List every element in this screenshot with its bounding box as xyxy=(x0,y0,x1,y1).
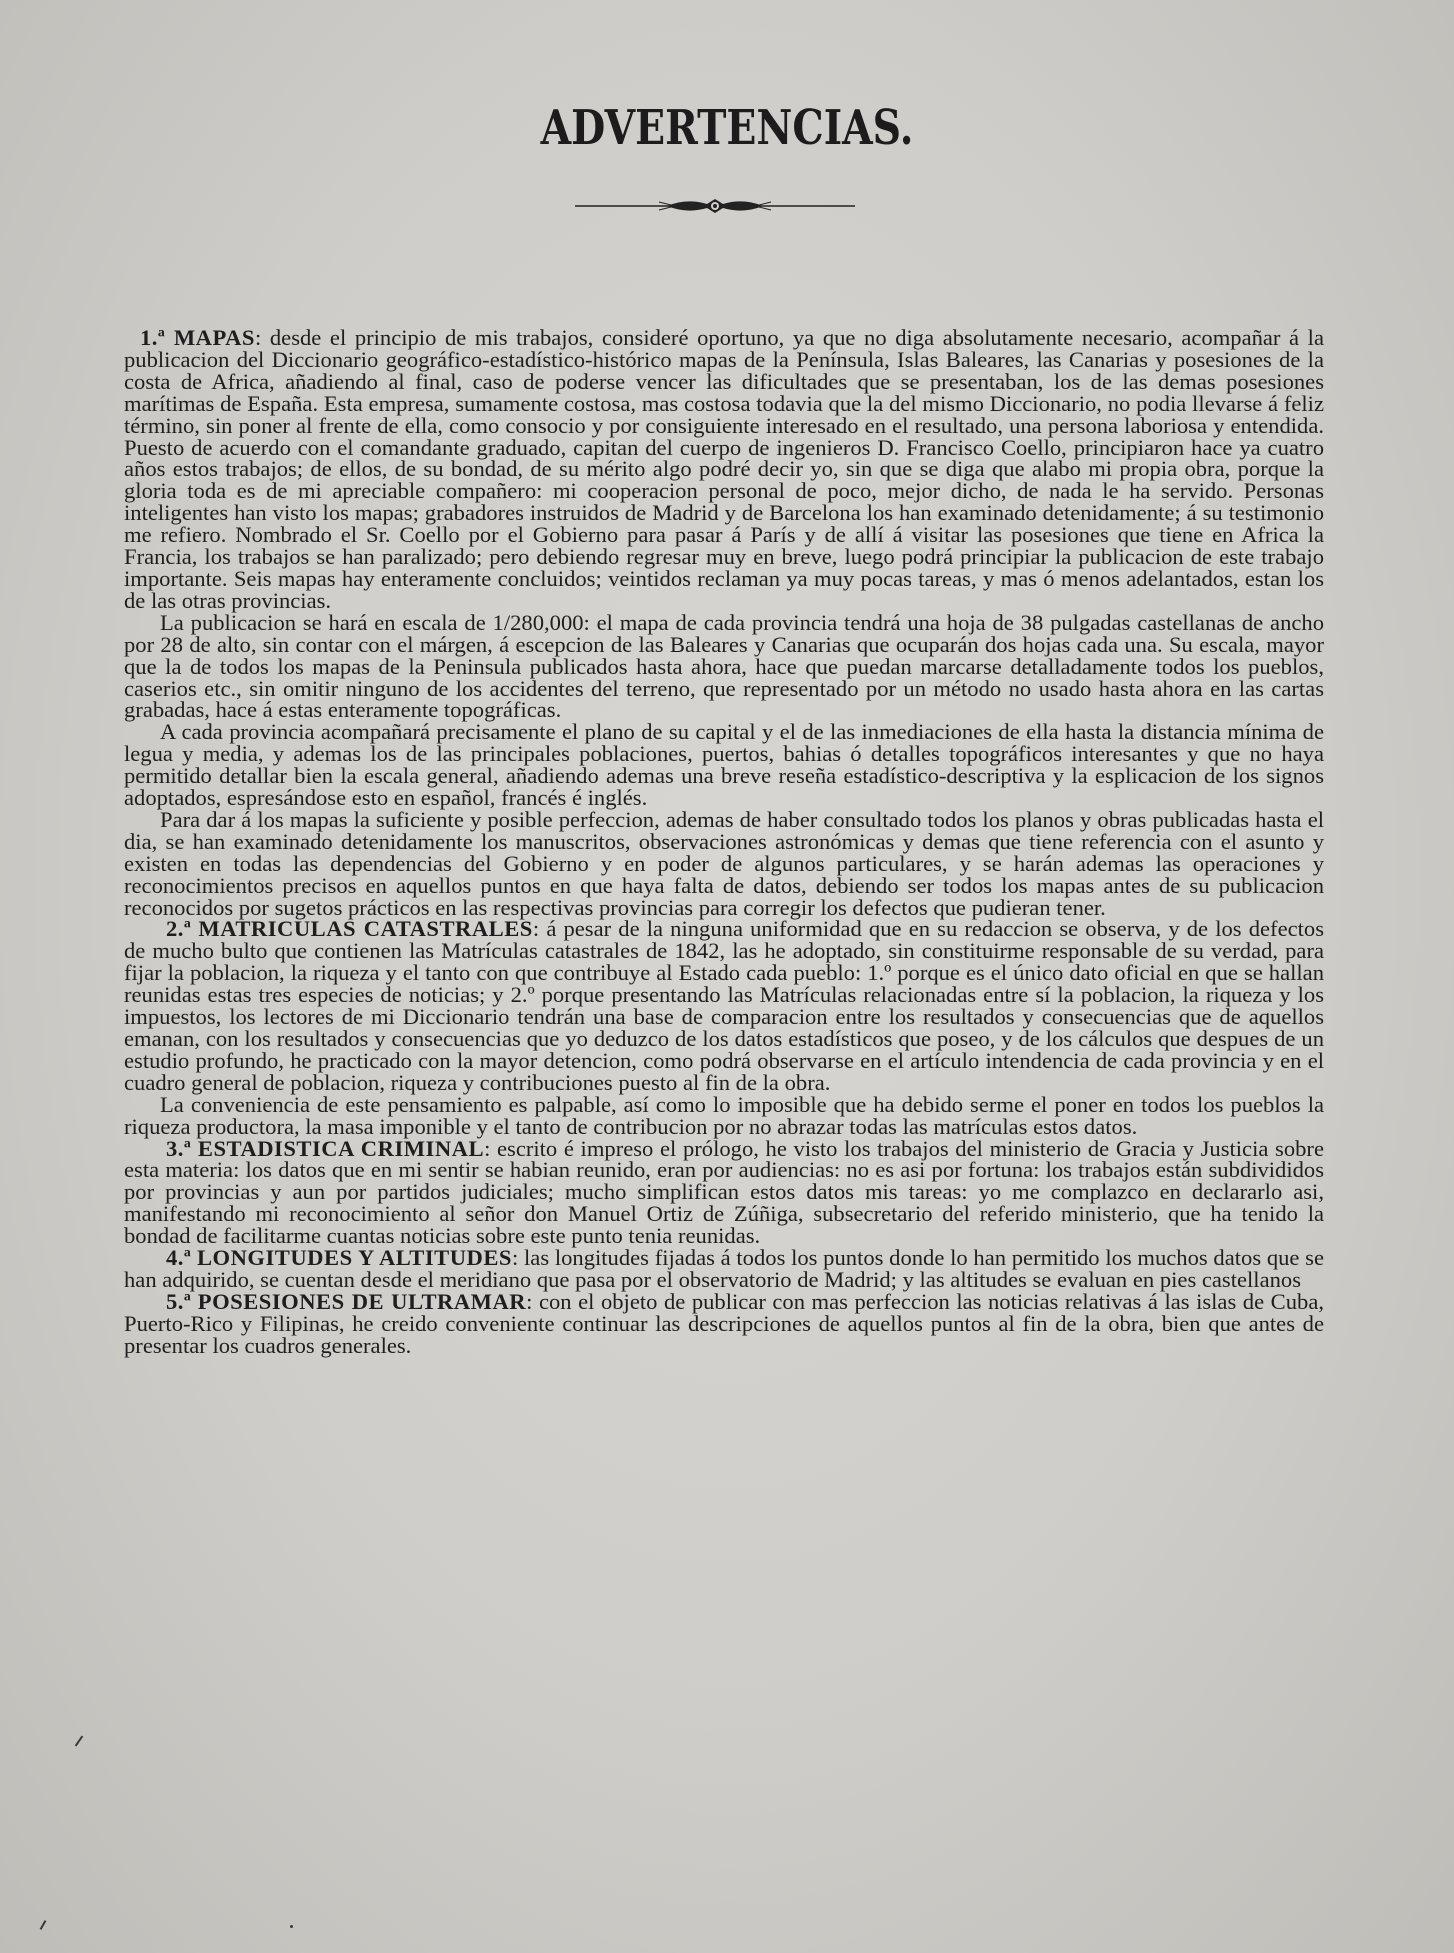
section-mapas: 1.ª MAPAS: desde el principio de mis trabajos, consideré oportuno, ya que no diga absolutamente necesario, acompañar á la publicacion del Diccionario geográfico-estadístico-histórico mapas de la Península, Islas Baleares, las Canarias y posesiones de la costa de Africa, añadiendo al final, caso de poderse vencer las dificultades que se presentaban, los de las demas posesiones marítimas de España. Esta empresa, sumamente costosa, mas costosa todavia que la del mismo Diccionario, no podia llevarse á feliz término, sin poner al frente de ella, como consocio y por consiguiente interesado en el resultado, una persona laboriosa y entendida. Puesto de acuerdo con el comandante graduado, capitan del cuerpo de ingenieros D. Francisco Coello, principiaron hace ya cuatro años estos trabajos; de ellos, de su bondad, de su mérito algo podré decir yo, sin que se diga que alabo mi propia obra, porque la gloria toda es de mi apreciable compañero: mi cooperacion personal de poco, mejor dicho, de nada le ha servido. Personas inteligentes han visto los mapas; grabadores instruidos de Madrid y de Barcelona los han examinado detenidamente; á su testimonio me refiero. Nombrado el Sr. Coello por el Gobierno para pasar á París y de allí á visitar las posesiones que tiene en Africa la Francia, los trabajos se han paralizado; pero debiendo regresar muy en breve, luego podrá principiar la publicacion de este trabajo importante. Seis mapas hay enteramente concluidos; veintidos reclaman ya muy pocas tareas, y mas ó menos adelantados, estan los de las otras provincias. xyxy=(124,325,1324,613)
section-matriculas: 2.ª MATRICULAS CATASTRALES: á pesar de la ninguna uniformidad que en su redaccion se observa, y de los defectos de mucho bulto que contienen las Matrículas catastrales de 1842, las he adoptado, sin constituirme responsable de su verdad, para fijar la poblacion, la riqueza y el tanto con que contribuye al Estado cada pueblo: 1.º porque es el único dato oficial en que se hallan reunidas estas tres especies de noticias; y 2.º porque presentando las Matrículas relacionadas entre sí la poblacion, la riqueza y los impuestos, los lectores de mi Diccionario tendrán una base de comparacion entre los resultados y consecuencias que de aquellos emanan, con los resultados y consecuencias que yo deduzco de los datos estadísticos que poseo, y de los cálculos que despues de un estudio profundo, he practicado con la mayor detencion, como podrá observarse en el artículo intendencia de cada provincia y en el cuadro general de poblacion, riqueza y contribuciones puesto al fin de la obra. xyxy=(124,916,1324,1095)
section-posesiones: 5.ª POSESIONES DE ULTRAMAR: con el objeto de publicar con mas perfeccion las noticias relativas á las islas de Cuba, Puerto-Rico y Filipinas, he creido conveniente continuar las descripciones de aquellos puntos al fin de la obra, bien que antes de presentar los cuadros generales. xyxy=(124,1288,1324,1358)
paragraph: Para dar á los mapas la suficiente y posible perfeccion, ademas de haber consultado todos los planos y obras publicadas hasta el dia, se han examinado detenidamente los manuscritos, observaciones astronómicas y demas que tiene referencia con el asunto y existen en todas las dependencias del Gobierno y en poder de algunos particulares, y se harán ademas las operaciones y reconocimientos precisos en aquellos puntos en que haya falta de datos, debiendo ser todos los mapas antes de su publicacion reconocidos por sugetos prácticos en las respectivas provincias para corregir los defectos que pudieran tener. xyxy=(124,806,1324,920)
section-number: 3.ª xyxy=(166,1135,192,1161)
section-number: 5.ª xyxy=(166,1288,192,1314)
section-number: 4.ª xyxy=(166,1245,192,1271)
ink-mark xyxy=(290,1925,293,1928)
ink-mark xyxy=(40,1920,47,1930)
paragraph: La publicacion se hará en escala de 1/280,000: el mapa de cada provincia tendrá una hoja de 38 pulgadas castellanas de ancho por 28 de alto, sin contar con el márgen, á escepcion de las Baleares y Canarias que ocuparán dos hojas cada una. Su escala, mayor que la de todos los mapas de la Peninsula publicados hasta ahora, hace que puedan marcarse detalladamente todos los pueblos, caserios etc., sin omitir ninguno de los accidentes del terreno, que representado por un método no usado hasta ahora en las cartas grabadas, hace á estas enteramente topográficas. xyxy=(124,609,1324,723)
section-text: las longitudes fijadas á todos los puntos donde lo han permitido los muchos datos que se han adquirido, se cuentan desde el meridiano que pasa por el observatorio de Madrid; y las altitudes se evaluan en pies castellanos xyxy=(124,1245,1324,1292)
section-longitudes: 4.ª LONGITUDES Y ALTITUDES: las longitudes fijadas á todos los puntos donde lo han permitido los muchos datos que se han adquirido, se cuentan desde el meridiano que pasa por el observatorio de Madrid; y las altitudes se evaluan en pies castellanos xyxy=(124,1245,1324,1292)
section-heading: MATRICULAS CATASTRALES xyxy=(198,916,533,942)
section-estadistica: 3.ª ESTADISTICA CRIMINAL: escrito é impreso el prólogo, he visto los trabajos del ministerio de Gracia y Justicia sobre esta materia: los datos que en mi sentir se habian reunido, eran por audiencias: no es asi por fortuna: los trabajos están subdivididos por provincias y aun por partidos judiciales; mucho simplifican estos datos mis tareas: yo me complazco en declararlo asi, manifestando mi reconocimiento al señor don Manuel Ortiz de Zúñiga, subsecretario del referido ministerio, que ha tenido la bondad de facilitarme cuantas noticias sobre este punto tenia reunidas. xyxy=(124,1135,1324,1249)
section-text: desde el principio de mis trabajos, consideré oportuno, ya que no diga absolutamente necesario, acompañar á la publicacion del Diccionario geográfico-estadístico-histórico mapas de la Península, Islas Baleares, las Canarias y posesiones de la costa de Africa, añadiendo al final, caso de poderse vencer las dificultades que se presentaban, los de las demas posesiones marítimas de España. Esta empresa, sumamente costosa, mas costosa todavia que la del mismo Diccionario, no podia llevarse á feliz término, sin poner al frente de ella, como consocio y por consiguiente interesado en el resultado, una persona laboriosa y entendida. Puesto de acuerdo con el comandante graduado, capitan del cuerpo de ingenieros D. Francisco Coello, principiaron hace ya cuatro años estos trabajos; de ellos, de su bondad, de su mérito algo podré decir yo, sin que se diga que alabo mi propia obra, porque la gloria toda es de mi apreciable compañero: mi cooperacion personal de poco, mejor dicho, de nada le ha servido. Personas inteligentes han visto los mapas; grabadores instruidos de Madrid y de Barcelona los han examinado detenidamente; á su testimonio me refiero. Nombrado el Sr. Coello por el Gobierno para pasar á París y de allí á visitar las posesiones que tiene en Africa la Francia, los trabajos se han paralizado; pero debiendo regresar muy en breve, luego podrá principiar la publicacion de este trabajo importante. Seis mapas hay enteramente concluidos; veintidos reclaman ya muy pocas tareas, y mas ó menos adelantados, estan los de las otras provincias. xyxy=(124,325,1324,613)
page-title: ADVERTENCIAS. xyxy=(540,100,914,156)
paragraph: A cada provincia acompañará precisamente el plano de su capital y el de las inmediaciones de ella hasta la distancia mínima de legua y media, y ademas los de las principales poblaciones, puertos, bahias ó detalles topográficos interesantes y que no haya permitido detallar bien la escala general, añadiendo ademas una breve reseña estadístico-descriptiva y la esplicacion de los signos adoptados, espresándose esto en español, francés é inglés. xyxy=(124,719,1324,811)
section-heading: MAPAS xyxy=(173,325,255,350)
section-heading: LONGITUDES Y ALTITUDES xyxy=(196,1245,512,1271)
section-text: con el objeto de publicar con mas perfeccion las noticias relativas á las islas de Cuba, Puerto-Rico y Filipinas, he creido conveniente continuar las descripciones de aquellos puntos al fin de la obra, bien que antes de presentar los cuadros generales. xyxy=(124,1288,1324,1358)
section-heading: POSESIONES DE ULTRAMAR xyxy=(197,1288,527,1314)
paragraph: La conveniencia de este pensamiento es palpable, así como lo imposible que ha debido serme el poner en todos los pueblos la riqueza productora, la masa imponible y el tanto de contribucion por no abrazar todas las matrículas estos datos. xyxy=(124,1091,1324,1139)
body-text xyxy=(124,327,1324,1357)
section-text: á pesar de la ninguna uniformidad que en su redaccion se observa, y de los defectos de mucho bulto que contienen las Matrículas catastrales de 1842, las he adoptado, sin constituirme responsable de su verdad, para fijar la poblacion, la riqueza y el tanto con que contribuye al Estado cada pueblo: 1.º porque es el único dato oficial en que se hallan reunidas estas tres especies de noticias; y 2.º porque presentando las Matrículas relacionadas entre sí la poblacion, la riqueza y los impuestos, los lectores de mi Diccionario tendrán una base de comparacion entre los resultados y consecuencias que de aquellos emanan, con los resultados y consecuencias que yo deduzco de los datos estadísticos que poseo, y de los cálculos que despues de un estudio profundo, he practicado con la mayor detencion, como podrá observarse en el artículo intendencia de cada provincia y en el cuadro general de poblacion, riqueza y contribuciones puesto al fin de la obra. xyxy=(124,916,1324,1095)
section-text: escrito é impreso el prólogo, he visto los trabajos del ministerio de Gracia y Justicia sobre esta materia: los datos que en mi sentir se habian reunido, eran por audiencias: no es asi por fortuna: los trabajos están subdivididos por provincias y aun por partidos judiciales; mucho simplifican estos datos mis tareas: yo me complazco en declararlo asi, manifestando mi reconocimiento al señor don Manuel Ortiz de Zúñiga, subsecretario del referido ministerio, que ha tenido la bondad de facilitarme cuantas noticias sobre este punto tenia reunidas. xyxy=(124,1135,1324,1249)
ornament-divider xyxy=(575,195,855,217)
ink-mark xyxy=(75,1736,84,1747)
section-heading: ESTADISTICA CRIMINAL xyxy=(197,1135,485,1161)
section-number: 2.ª xyxy=(166,916,192,942)
section-number: 1.ª xyxy=(140,325,166,350)
